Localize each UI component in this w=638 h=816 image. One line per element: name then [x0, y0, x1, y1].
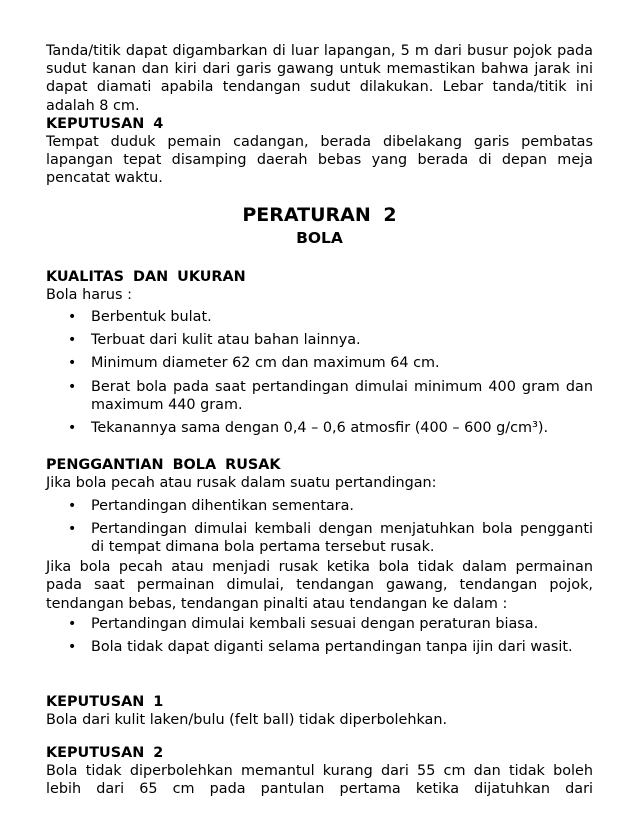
list-item: • Pertandingan dimulai kembali dengan menjatuhkan bola pengganti di tempat dimana bola pertama tersebut rusak. [68, 520, 593, 556]
bullet-icon: • [68, 378, 77, 395]
list-item: • Berbentuk bulat. [68, 309, 212, 326]
list-item: • Bola tidak dapat diganti selama pertandingan tanpa ijin dari wasit. [68, 639, 573, 656]
list-item: • Minimum diameter 62 cm dan maximum 64 cm. [68, 355, 440, 372]
bullet-icon: • [68, 497, 77, 514]
heading-kualitas-dan-ukuran: KUALITAS DAN UKURAN [46, 268, 246, 285]
list-item: • Tekanannya sama dengan 0,4 – 0,6 atmosfir (400 – 600 g/cm³). [68, 420, 549, 437]
paragraph-keputusan-1: Bola dari kulit laken/bulu (felt ball) tidak diperbolehkan. [46, 712, 448, 729]
list-item: • Pertandingan dihentikan sementara. [68, 497, 354, 514]
page-title: PERATURAN 2 [242, 203, 397, 226]
paragraph-keputusan-2: Bola tidak diperbolehkan memantul kurang dari 55 cm dan tidak boleh lebih dari 65 cm pada pantulan pertama ketika dijatuhkan dari [46, 762, 593, 798]
list-item: • Berat bola pada saat pertandingan dimulai minimum 400 gram dan maximum 440 gram. [68, 378, 593, 413]
bullet-icon: • [68, 615, 77, 632]
heading-keputusan-2: KEPUTUSAN 2 [46, 744, 164, 761]
list-penggantian [46, 497, 593, 557]
bullet-icon: • [68, 520, 77, 537]
list-item: • Terbuat dari kulit atau bahan lainnya. [68, 332, 361, 349]
paragraph-tanda-titik: Tanda/titik dapat digambarkan di luar lapangan, 5 m dari busur pojok pada sudut kanan dan kiri dari garis gawang untuk memastikan bahwa jarak ini dapat diamati apabila tendangan sudut dilakukan. Lebar tanda/titik ini adalah 8 cm. [46, 43, 593, 114]
heading-keputusan-4: KEPUTUSAN 4 [46, 115, 164, 132]
paragraph-bola-harus: Bola harus : [46, 286, 132, 303]
heading-penggantian-bola-rusak: PENGGANTIAN BOLA RUSAK [46, 457, 281, 474]
page-subtitle: BOLA [296, 228, 343, 247]
bullet-icon: • [68, 639, 77, 656]
bullet-icon: • [68, 332, 77, 349]
paragraph-penggantian-2: Jika bola pecah atau menjadi rusak ketika bola tidak dalam permainan pada saat permainan dimulai, tendangan gawang, tendangan pojok, tendangan bebas, tendangan pinalti atau tendangan ke dalam : [46, 559, 593, 612]
heading-keputusan-1: KEPUTUSAN 1 [46, 694, 164, 711]
list-item: • Pertandingan dimulai kembali sesuai dengan peraturan biasa. [68, 615, 539, 632]
bullet-icon: • [68, 309, 77, 326]
bullet-icon: • [68, 355, 77, 372]
bullet-icon: • [68, 420, 77, 437]
list-penggantian-2 [46, 615, 593, 656]
list-kualitas [46, 308, 593, 437]
paragraph-keputusan-4: Tempat duduk pemain cadangan, berada dibelakang garis pembatas lapangan tepat disamping daerah bebas yang berada di depan meja pencatat waktu. [46, 134, 593, 187]
paragraph-penggantian-intro: Jika bola pecah atau rusak dalam suatu pertandingan: [46, 475, 437, 492]
document-page [46, 42, 593, 798]
